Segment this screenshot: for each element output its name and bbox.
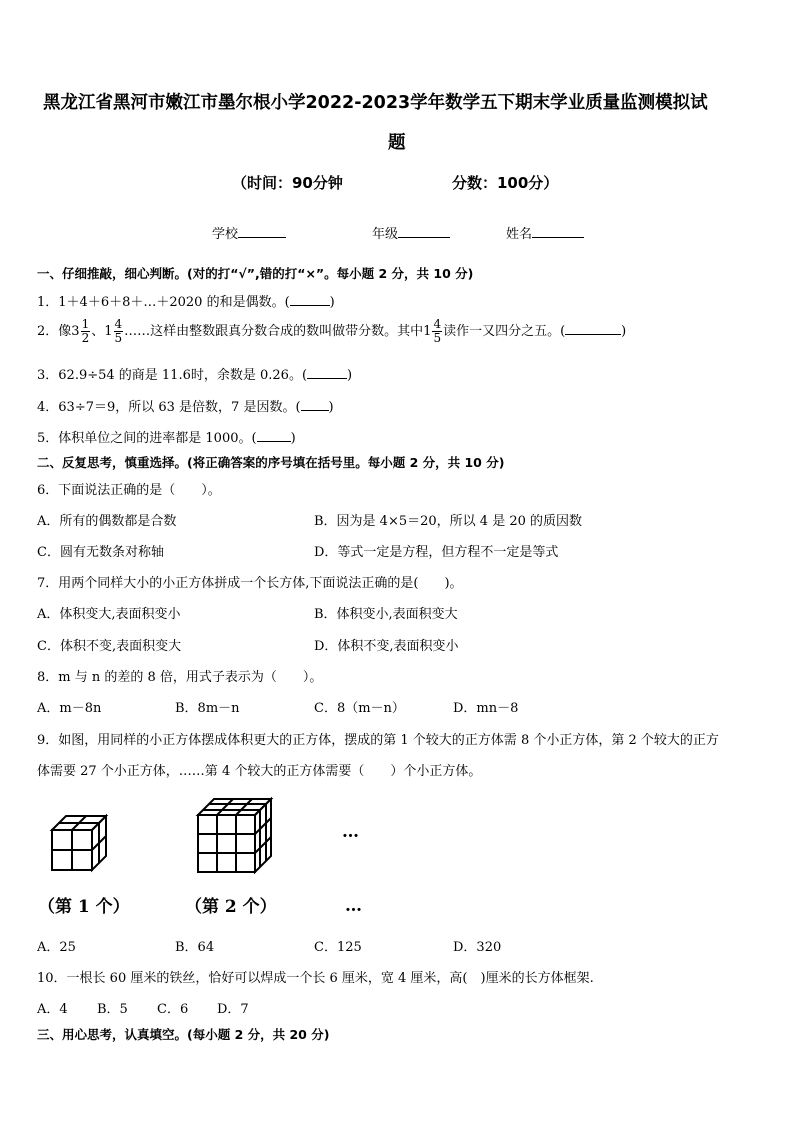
grade-label: 年级 bbox=[372, 227, 399, 242]
option-7d[interactable]: D．体积不变,表面积变小 bbox=[314, 639, 459, 654]
question-6-stem: 6．下面说法正确的是（ ）。 bbox=[37, 483, 221, 498]
grade-field[interactable] bbox=[372, 223, 450, 242]
question-3 bbox=[37, 364, 352, 383]
figure-2-label: （第 2 个） bbox=[185, 897, 277, 917]
question-9-line2: 体需要 27 个小正方体，……第 4 个较大的正方体需要（ ）个小正方体。 bbox=[37, 764, 482, 779]
question-2-text-a: 2．像 bbox=[37, 324, 72, 339]
fraction: $\frac{4}{5}$ bbox=[114, 317, 123, 345]
section-1-heading: 一、仔细推敲，细心判断。(对的打“√”,错的打“×”。每小题 2 分，共 10 分) bbox=[37, 266, 474, 281]
option-6b[interactable]: B．因为是 4×5＝20，所以 4 是 20 的质因数 bbox=[314, 514, 583, 529]
paren-close: ) bbox=[329, 295, 335, 310]
name-label: 姓名 bbox=[506, 227, 533, 242]
paren-close: ) bbox=[328, 400, 334, 415]
answer-blank-5[interactable] bbox=[257, 429, 291, 442]
question-4 bbox=[37, 396, 334, 415]
option-10b[interactable]: B．5 bbox=[97, 1002, 128, 1017]
option-8d[interactable]: D．mn－8 bbox=[453, 701, 519, 716]
answer-blank-4[interactable] bbox=[301, 398, 329, 411]
question-1-text: 1．1＋4＋6＋8＋…＋2020 的和是偶数。( bbox=[37, 295, 290, 310]
fraction: $\frac{1}{2}$ bbox=[81, 317, 90, 345]
question-8-stem: 8．m 与 n 的差的 8 倍，用式子表示为（ ）。 bbox=[37, 670, 323, 685]
option-10a[interactable]: A．4 bbox=[37, 1002, 68, 1017]
paren-close: ) bbox=[347, 368, 353, 383]
paren-close: ) bbox=[621, 324, 627, 339]
figure-1-label: （第 1 个） bbox=[38, 897, 130, 917]
question-10-stem: 10．一根长 60 厘米的铁丝，恰好可以焊成一个长 6 厘米，宽 4 厘米，高( )厘米的长方体框架. bbox=[37, 971, 594, 986]
question-2-text-c: 读作一又四分之五。( bbox=[443, 324, 566, 339]
option-10c[interactable]: C．6 bbox=[157, 1002, 189, 1017]
mixed-number-whole: 1 bbox=[423, 324, 432, 339]
fraction: $\frac{4}{5}$ bbox=[433, 317, 442, 345]
question-4-text: 4．63÷7＝9，所以 63 是倍数，7 是因数。( bbox=[37, 400, 301, 415]
exam-time: （时间：90分钟 bbox=[232, 174, 343, 192]
mixed-number-whole: 1 bbox=[104, 324, 113, 339]
ellipsis-figure: … bbox=[342, 822, 359, 842]
mixed-number-whole: 3 bbox=[71, 324, 80, 339]
page-title: 黑龙江省黑河市嫩江市墨尔根小学2022-2023学年数学五下期末学业质量监测模拟试 bbox=[43, 93, 708, 113]
page-title-continued: 题 bbox=[388, 133, 406, 153]
option-6d[interactable]: D．等式一定是方程，但方程不一定是等式 bbox=[314, 545, 559, 560]
option-7b[interactable]: B．体积变小,表面积变大 bbox=[314, 607, 458, 622]
school-field[interactable] bbox=[212, 223, 286, 242]
question-1 bbox=[37, 291, 335, 310]
option-6a[interactable]: A．所有的偶数都是合数 bbox=[37, 514, 177, 529]
section-2-heading: 二、反复思考，慎重选择。(将正确答案的序号填在括号里。每小题 2 分，共 10 分) bbox=[37, 455, 505, 470]
answer-blank-2[interactable] bbox=[565, 322, 621, 335]
option-10d[interactable]: D．7 bbox=[217, 1002, 249, 1017]
option-7c[interactable]: C．体积不变,表面积变大 bbox=[37, 639, 182, 654]
option-8a[interactable]: A．m－8n bbox=[37, 701, 102, 716]
school-label: 学校 bbox=[212, 227, 239, 242]
question-2 bbox=[37, 318, 626, 345]
option-9c[interactable]: C．125 bbox=[314, 940, 362, 955]
option-8c[interactable]: C．8（m－n） bbox=[314, 701, 405, 716]
question-3-text: 3．62.9÷54 的商是 11.6时，余数是 0.26。( bbox=[37, 368, 308, 383]
option-8b[interactable]: B．8m－n bbox=[175, 701, 240, 716]
exam-score: 分数：100分） bbox=[452, 174, 559, 192]
section-3-heading: 三、用心思考，认真填空。(每小题 2 分，共 20 分) bbox=[37, 1027, 330, 1042]
option-9a[interactable]: A．25 bbox=[37, 940, 76, 955]
question-5-text: 5．体积单位之间的进率都是 1000。( bbox=[37, 431, 257, 446]
paren-close: ) bbox=[290, 431, 296, 446]
name-field[interactable] bbox=[506, 223, 584, 242]
answer-blank-1[interactable] bbox=[290, 293, 330, 306]
separator: 、 bbox=[91, 324, 105, 339]
cube-2x2x2-figure bbox=[48, 812, 108, 874]
ellipsis-label: … bbox=[345, 896, 362, 916]
question-2-text-b: ……这样由整数跟真分数合成的数叫做带分数。其中 bbox=[124, 324, 424, 339]
answer-blank-3[interactable] bbox=[307, 366, 347, 379]
option-7a[interactable]: A．体积变大,表面积变小 bbox=[37, 607, 181, 622]
option-9d[interactable]: D．320 bbox=[453, 940, 502, 955]
option-6c[interactable]: C．圆有无数条对称轴 bbox=[37, 545, 164, 560]
question-7-stem: 7．用两个同样大小的小正方体拼成一个长方体,下面说法正确的是( )。 bbox=[37, 576, 463, 591]
option-9b[interactable]: B．64 bbox=[175, 940, 215, 955]
cube-3x3x3-figure bbox=[194, 795, 276, 877]
question-5 bbox=[37, 427, 296, 446]
question-9-line1: 9．如图，用同样的小正方体摆成体积更大的正方体，摆成的第 1 个较大的正方体需 8 个小正方体，第 2 个较大的正方 bbox=[37, 733, 719, 748]
